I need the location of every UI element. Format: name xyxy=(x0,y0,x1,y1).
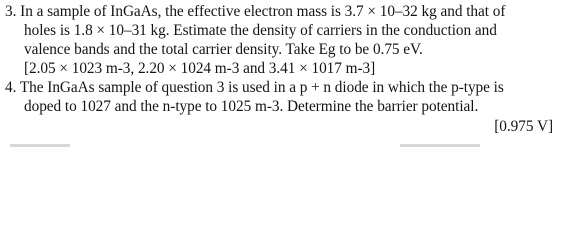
cropped-text-fragment xyxy=(400,144,480,147)
question-3-line-1: 3. In a sample of InGaAs, the effective electron mass is 3.7 × 10–32 kg and that of xyxy=(5,3,506,20)
cropped-text-fragment xyxy=(10,144,70,147)
question-3-line-3: valence bands and the total carrier density. Take Eg to be 0.75 eV. xyxy=(24,41,423,58)
question-4-line-2: doped to 1027 and the n-type to 1025 m-3. Determine the barrier potential. xyxy=(24,98,479,115)
question-3-answer: [2.05 × 1023 m-3, 2.20 × 1024 m-3 and 3.41 × 1017 m-3] xyxy=(24,60,376,77)
question-4-line-1: 4. The InGaAs sample of question 3 is used in a p + n diode in which the p-type is xyxy=(5,79,504,96)
question-4-answer: [0.975 V] xyxy=(494,118,553,135)
question-3-line-2: holes is 1.8 × 10–31 kg. Estimate the density of carriers in the conduction and xyxy=(24,22,497,39)
